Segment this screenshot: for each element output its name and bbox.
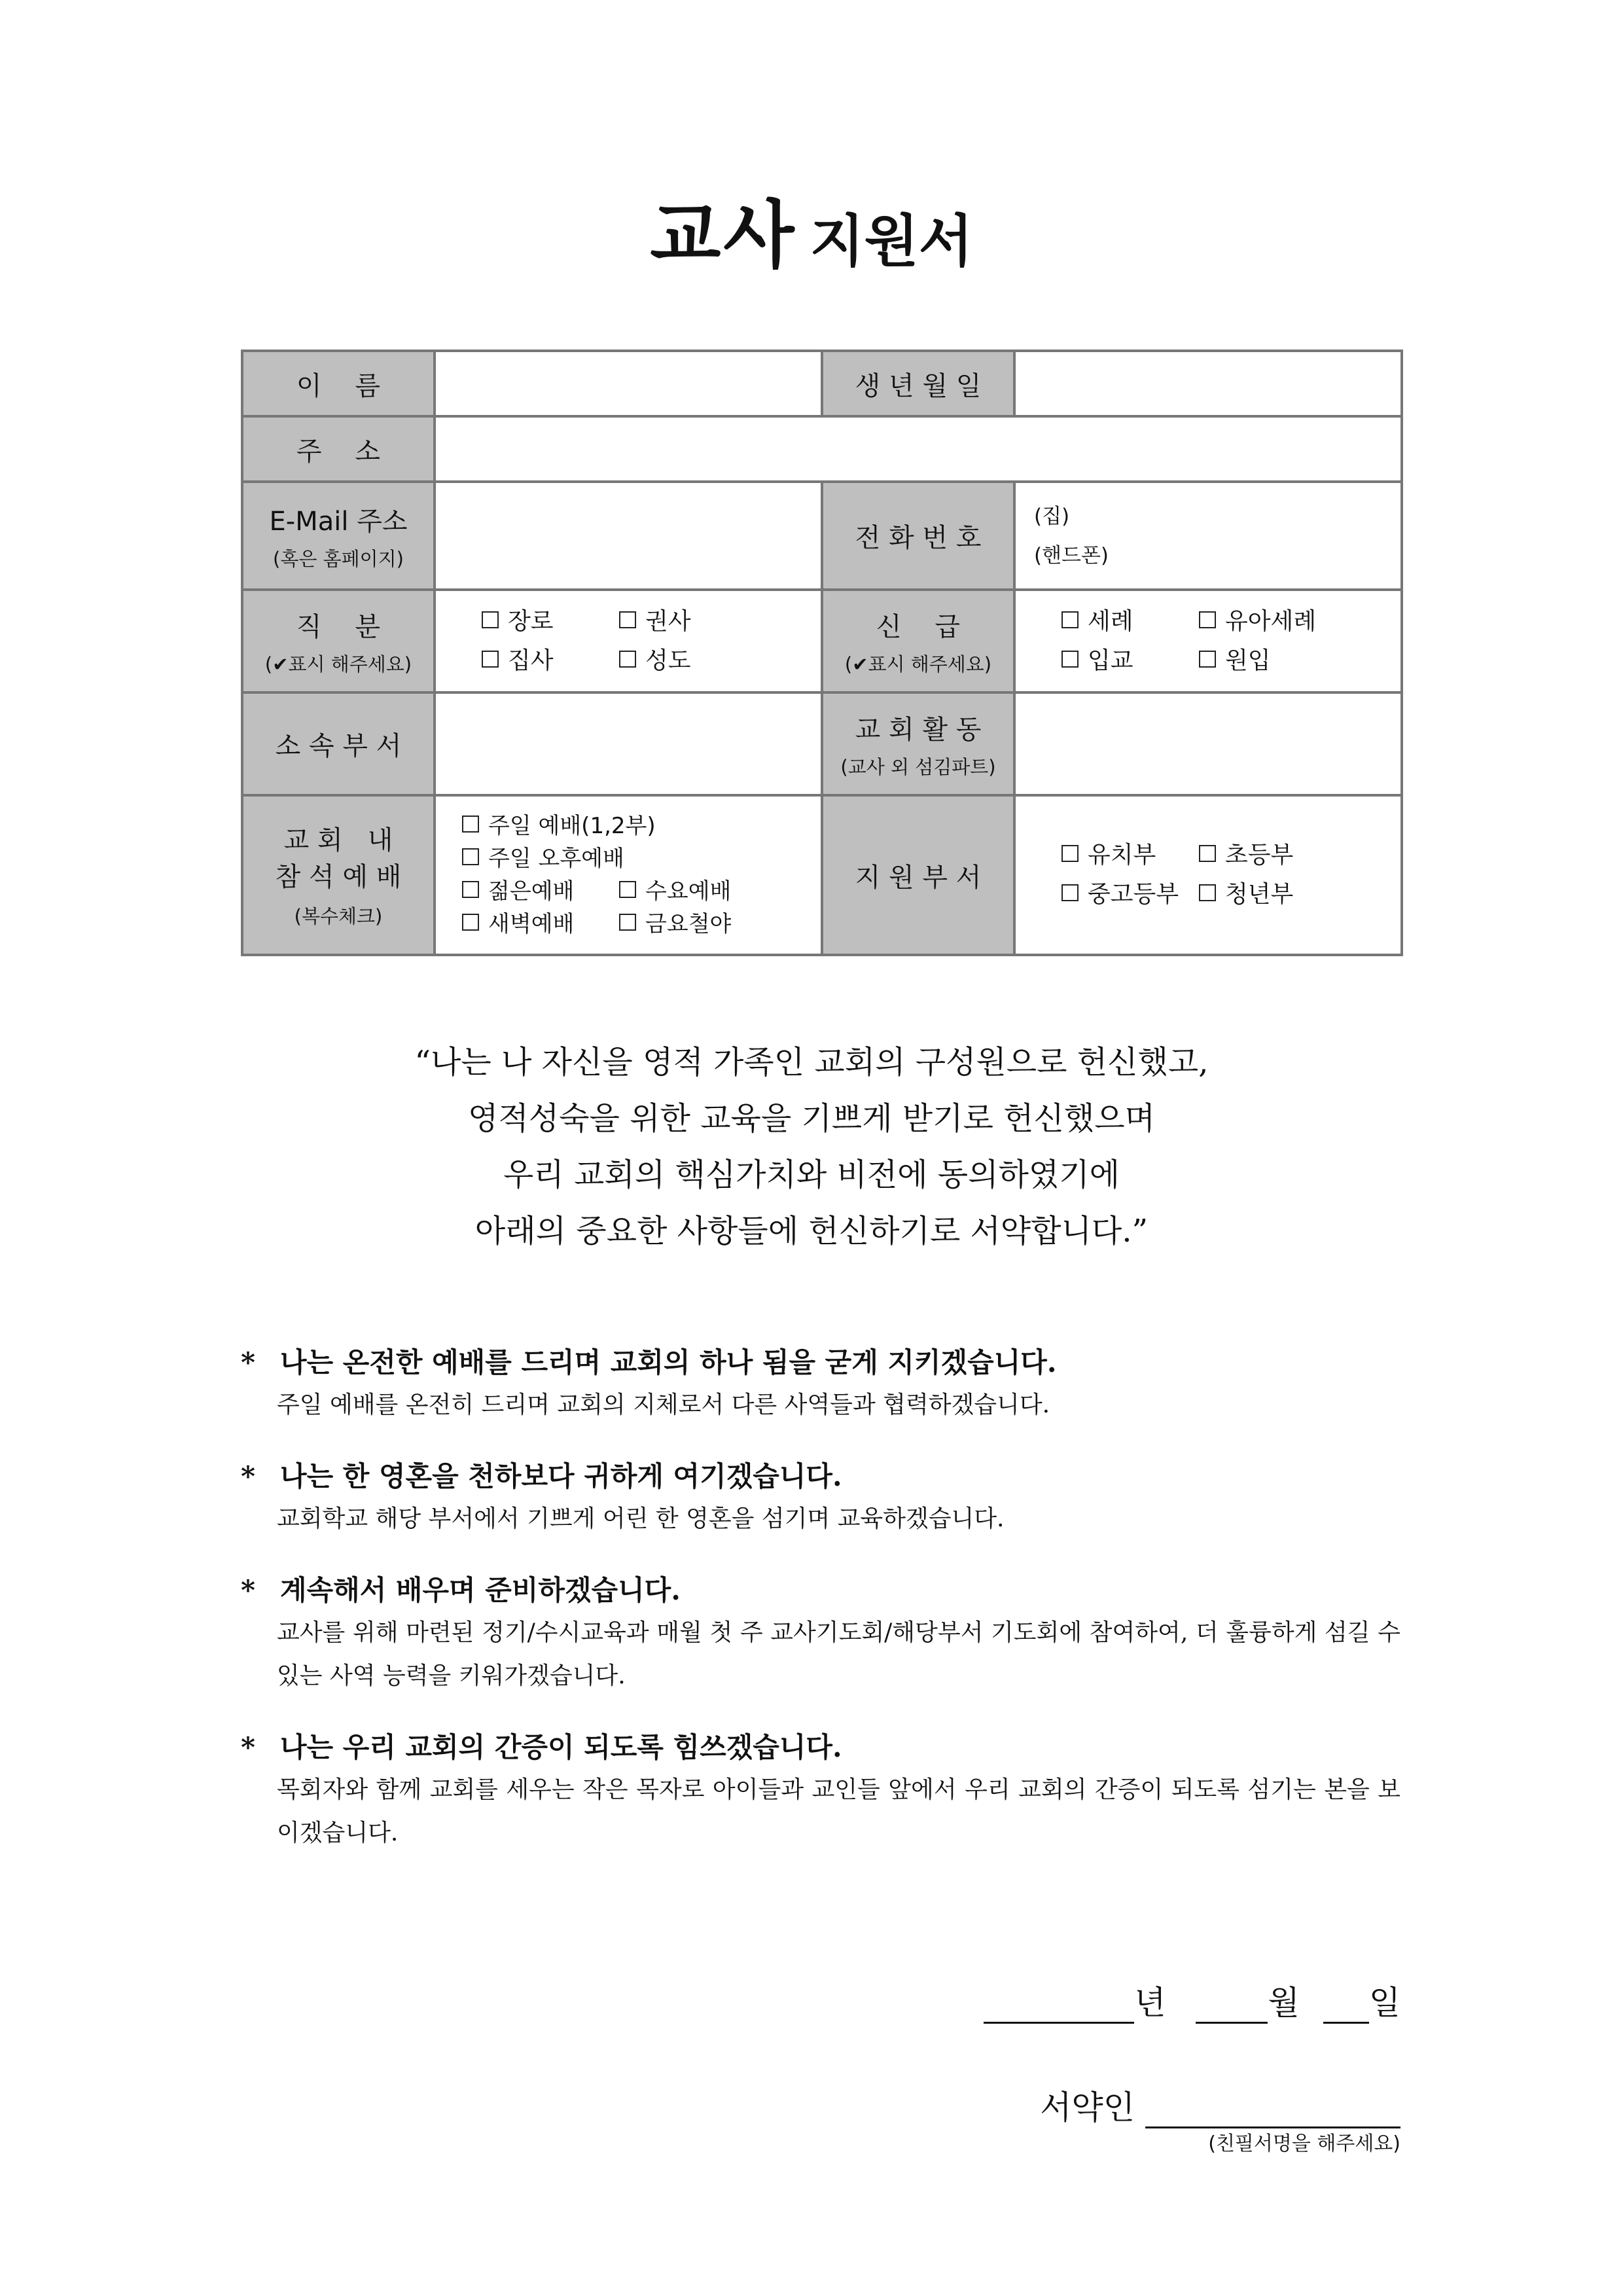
month-blank[interactable] bbox=[1196, 1988, 1268, 2024]
checkbox-icon bbox=[462, 816, 479, 833]
birth-field[interactable] bbox=[1014, 351, 1402, 416]
checkbox-icon bbox=[1061, 611, 1079, 628]
checkbox-kwonsa[interactable]: 권사 bbox=[619, 602, 757, 641]
checkbox-dawn-service[interactable]: 새벽예배 bbox=[462, 908, 619, 941]
checkbox-icon bbox=[462, 848, 479, 865]
phone-mobile-label: (핸드폰) bbox=[1034, 543, 1109, 567]
checkbox-wednesday-service[interactable]: 수요예배 bbox=[619, 878, 731, 905]
page-title bbox=[0, 190, 1623, 303]
bullet-star: * bbox=[241, 1574, 255, 1606]
pledge-item bbox=[241, 1342, 1400, 1427]
checkbox-confirmation[interactable]: 입교 bbox=[1061, 641, 1199, 681]
checkbox-icon bbox=[619, 914, 636, 931]
date-line bbox=[982, 1977, 1400, 2024]
checkbox-icon bbox=[619, 611, 636, 628]
pledge-list bbox=[241, 1342, 1400, 1884]
phone-home-label: (집) bbox=[1034, 504, 1070, 528]
signer-line bbox=[982, 2081, 1400, 2128]
pledge-heading: 나는 온전한 예배를 드리며 교회의 하나 됨을 굳게 지키겠습니다. bbox=[280, 1346, 1057, 1378]
day-label: 일 bbox=[1368, 1984, 1400, 2022]
checkbox-icon bbox=[462, 881, 479, 898]
dept-label: 소 속 부 서 bbox=[242, 692, 435, 795]
bullet-star: * bbox=[241, 1346, 255, 1378]
checkbox-icon bbox=[1199, 884, 1216, 901]
checkbox-icon bbox=[1061, 884, 1079, 901]
name-label: 이 름 bbox=[242, 351, 435, 416]
pledge-item bbox=[241, 1456, 1400, 1541]
title-sub: 지원서 bbox=[810, 209, 973, 274]
email-label: E-Mail 주소 (혹은 홈페이지) bbox=[242, 482, 435, 590]
checkbox-icon bbox=[482, 611, 499, 628]
quote-line: 우리 교회의 핵심가치와 비전에 동의하였기에 bbox=[503, 1157, 1120, 1193]
position-options bbox=[435, 590, 822, 692]
dept-field[interactable] bbox=[435, 692, 822, 795]
activity-field[interactable] bbox=[1014, 692, 1402, 795]
bullet-star: * bbox=[241, 1460, 255, 1492]
checkbox-icon bbox=[619, 881, 636, 898]
checkbox-kindergarten[interactable]: 유치부 bbox=[1061, 836, 1199, 875]
checkbox-member[interactable]: 성도 bbox=[619, 641, 757, 681]
quote-line: 아래의 중요한 사항들에 헌신하기로 서약합니다.” bbox=[474, 1213, 1149, 1249]
signer-label: 서약인 bbox=[1040, 2089, 1135, 2126]
checkbox-baptism[interactable]: 세례 bbox=[1061, 602, 1199, 641]
checkbox-icon bbox=[1061, 845, 1079, 862]
phone-label: 전 화 번 호 bbox=[822, 482, 1014, 590]
checkbox-catechumen[interactable]: 원입 bbox=[1199, 641, 1336, 681]
checkbox-youth[interactable]: 청년부 bbox=[1199, 881, 1293, 908]
pledge-item bbox=[241, 1570, 1400, 1698]
checkbox-infant-baptism[interactable]: 유아세례 bbox=[1199, 602, 1336, 641]
birth-label: 생 년 월 일 bbox=[822, 351, 1014, 416]
checkbox-icon bbox=[619, 651, 636, 668]
pledge-heading: 계속해서 배우며 준비하겠습니다. bbox=[280, 1574, 681, 1606]
day-blank[interactable] bbox=[1323, 1988, 1369, 2024]
pledge-body: 교회학교 해당 부서에서 기쁘게 어린 한 영혼을 섬기며 교육하겠습니다. bbox=[277, 1505, 1005, 1532]
position-label: 직 분 (✔표시 해주세요) bbox=[242, 590, 435, 692]
checkbox-deacon[interactable]: 집사 bbox=[482, 641, 619, 681]
worship-options bbox=[435, 795, 822, 955]
checkbox-icon bbox=[1199, 611, 1216, 628]
pledge-body: 교사를 위해 마련된 정기/수시교육과 매월 첫 주 교사기도회/해당부서 기도회에 참여하여, 더 훌륭하게 섬길 수 있는 사역 능력을 키워가겠습니다. bbox=[277, 1619, 1400, 1689]
email-field[interactable] bbox=[435, 482, 822, 590]
address-field[interactable] bbox=[435, 416, 1402, 482]
title-main: 교사 bbox=[650, 193, 797, 278]
quote-line: 영적성숙을 위한 교육을 기쁘게 받기로 헌신했으며 bbox=[467, 1100, 1156, 1137]
pledge-body: 목회자와 함께 교회를 세우는 작은 목자로 아이들과 교인들 앞에서 우리 교회의 간증이 되도록 섬기는 본을 보이겠습니다. bbox=[277, 1776, 1400, 1846]
month-label: 월 bbox=[1268, 1984, 1300, 2022]
bullet-star: * bbox=[241, 1731, 255, 1763]
pledge-body: 주일 예배를 온전히 드리며 교회의 지체로서 다른 사역들과 협력하겠습니다. bbox=[277, 1391, 1050, 1418]
pledge-item bbox=[241, 1727, 1400, 1855]
signature-note: (친필서명을 해주세요) bbox=[1208, 2132, 1400, 2155]
checkbox-secondary[interactable]: 중고등부 bbox=[1061, 875, 1199, 914]
checkbox-icon bbox=[462, 914, 479, 931]
quote-line: “나는 나 자신을 영적 가족인 교회의 구성원으로 헌신했고, bbox=[414, 1044, 1209, 1081]
faith-label: 신 급 (✔표시 해주세요) bbox=[822, 590, 1014, 692]
checkbox-icon bbox=[1061, 651, 1079, 668]
worship-label: 교 회 내 참 석 예 배 (복수체크) bbox=[242, 795, 435, 955]
pledge-heading: 나는 한 영혼을 천하보다 귀하게 여기겠습니다. bbox=[280, 1460, 842, 1492]
application-form bbox=[241, 350, 1403, 956]
checkbox-icon bbox=[482, 651, 499, 668]
checkbox-young-service[interactable]: 젊은예배 bbox=[462, 875, 619, 908]
checkbox-icon bbox=[1199, 845, 1216, 862]
checkbox-friday-vigil[interactable]: 금요철야 bbox=[619, 911, 731, 937]
address-label: 주 소 bbox=[242, 416, 435, 482]
checkbox-icon bbox=[1199, 651, 1216, 668]
activity-label: 교 회 활 동 (교사 외 섬김파트) bbox=[822, 692, 1014, 795]
phone-field[interactable] bbox=[1014, 482, 1402, 590]
checkbox-elder[interactable]: 장로 bbox=[482, 602, 619, 641]
checkbox-sunday-service[interactable]: 주일 예배(1,2부) bbox=[462, 810, 821, 842]
checkbox-elementary[interactable]: 초등부 bbox=[1199, 842, 1293, 869]
pledge-heading: 나는 우리 교회의 간증이 되도록 힘쓰겠습니다. bbox=[280, 1731, 842, 1763]
year-label: 년 bbox=[1134, 1984, 1166, 2022]
year-blank[interactable] bbox=[984, 1988, 1134, 2024]
apply-options bbox=[1014, 795, 1402, 955]
signature-blank[interactable] bbox=[1145, 2092, 1400, 2128]
apply-label: 지 원 부 서 bbox=[822, 795, 1014, 955]
checkbox-sunday-afternoon[interactable]: 주일 오후예배 bbox=[462, 842, 821, 875]
pledge-quote bbox=[0, 1034, 1623, 1259]
name-field[interactable] bbox=[435, 351, 822, 416]
faith-options bbox=[1014, 590, 1402, 692]
